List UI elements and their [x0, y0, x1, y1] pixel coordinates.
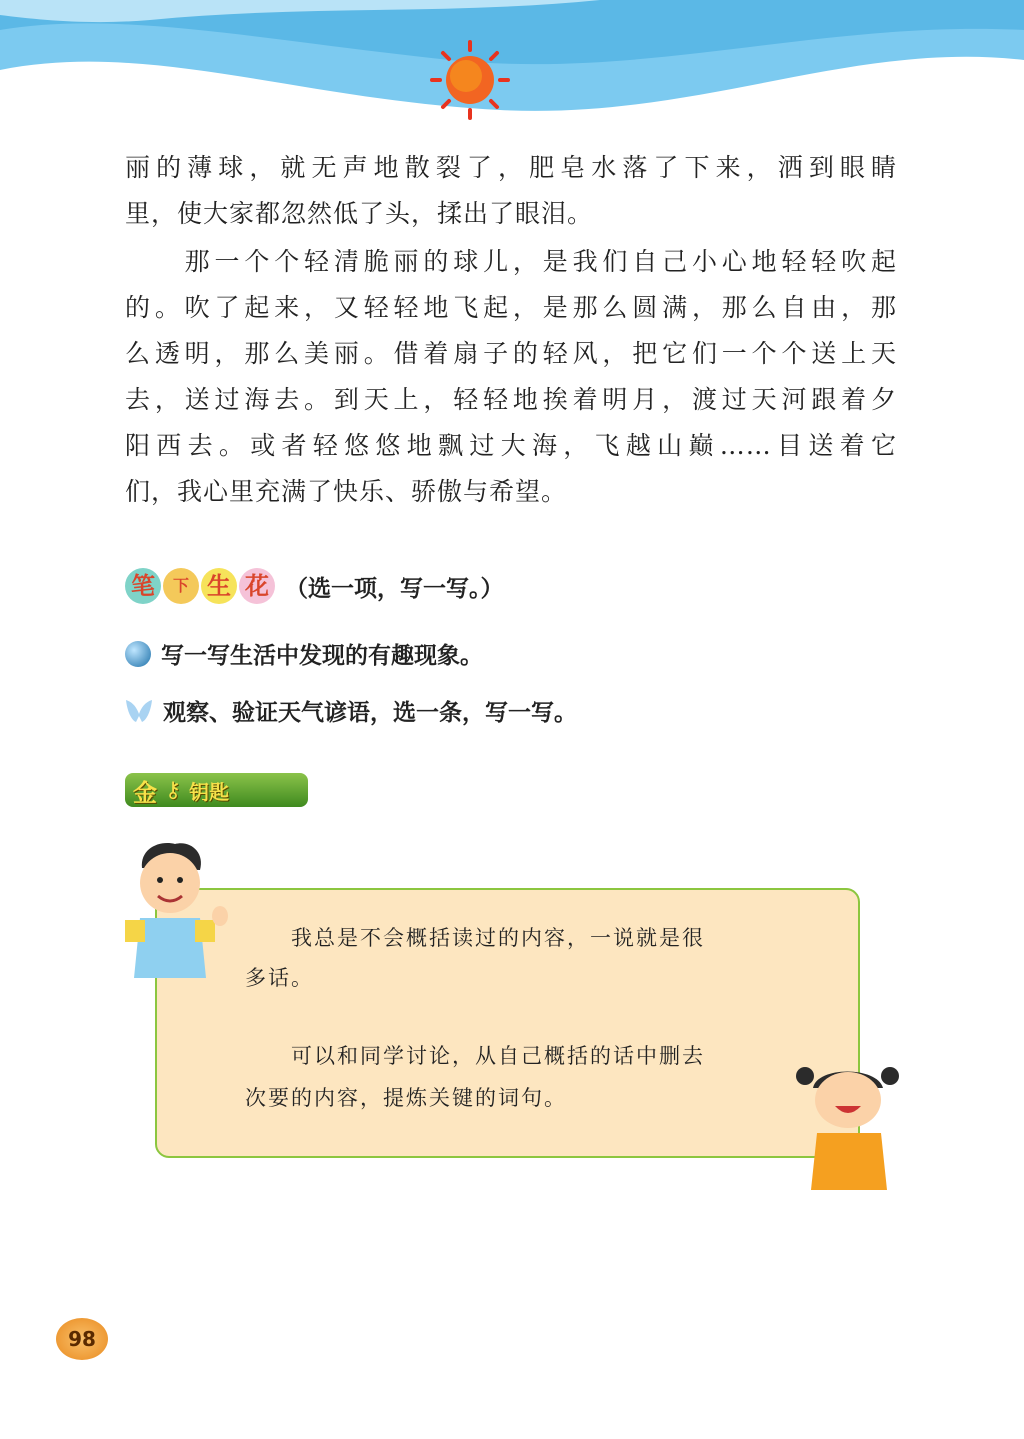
task-text: 观察、验证天气谚语，选一条，写一写。 — [163, 700, 577, 726]
passage-line: 们，我心里充满了快乐、骄傲与希望。 — [125, 477, 568, 506]
passage-line: 去，送过海去。到天上，轻轻地挨着明月，渡过天河跟着夕 — [125, 385, 897, 414]
logo-char: 花 — [239, 568, 275, 604]
boy-speech-line: 我总是不会概括读过的内容，一说就是很 — [245, 926, 705, 950]
writing-section-logo — [125, 568, 275, 604]
task-item — [125, 694, 577, 727]
golden-key-heading — [125, 773, 308, 807]
passage-line: 那一个个轻清脆丽的球儿，是我们自己小心地轻轻吹起 — [125, 247, 897, 276]
passage-line: 里，使大家都忽然低了头，揉出了眼泪。 — [125, 199, 594, 228]
key-icon: ⚷ — [165, 777, 182, 803]
logo-char: 笔 — [125, 568, 161, 604]
page-number: 98 — [56, 1318, 108, 1360]
logo-char: 钥匙 — [189, 779, 230, 804]
boy-speech-line: 多话。 — [245, 966, 314, 990]
logo-char: 下 — [163, 568, 199, 604]
instruction: （选一项，写一写。） — [285, 575, 504, 602]
passage-line: 阳西去。或者轻悠悠地飘过大海，飞越山巅……目送着它 — [125, 431, 897, 460]
passage-line: 的。吹了起来，又轻轻地飞起，是那么圆满，那么自由，那 — [125, 293, 897, 322]
girl-speech-line: 可以和同学讨论，从自己概括的话中删去 — [245, 1044, 705, 1068]
writing-section-heading — [125, 566, 504, 606]
butterfly-icon — [125, 698, 153, 724]
girl-illustration — [795, 1058, 905, 1193]
sky-banner — [0, 0, 1024, 140]
task-item — [125, 637, 483, 670]
blue-ball-icon — [125, 641, 151, 667]
task-text: 写一写生活中发现的有趣现象。 — [161, 643, 483, 669]
logo-char: 生 — [201, 568, 237, 604]
boy-illustration — [120, 838, 230, 1003]
passage-line: 么透明，那么美丽。借着扇子的轻风，把它们一个个送上天 — [125, 339, 897, 368]
passage-line: 丽的薄球，就无声地散裂了，肥皂水落了下来，洒到眼睛 — [125, 153, 897, 182]
girl-speech-line: 次要的内容，提炼关键的词句。 — [245, 1086, 567, 1110]
logo-char: 金 — [133, 778, 157, 807]
